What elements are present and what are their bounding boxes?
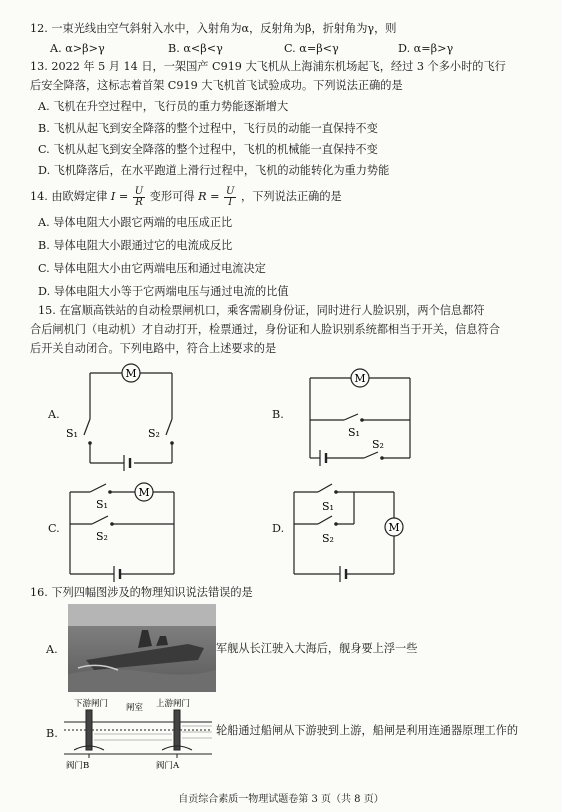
- svg-text:M: M: [138, 486, 150, 499]
- q16-b-text: 轮船通过船闸从下游驶到上游，船闸是利用连通器原理工作的: [216, 724, 519, 737]
- switch-s2-label: S₂: [148, 427, 160, 440]
- q13-option-c: C. 飞机从起飞到安全降落的整个过程中，飞机的机械能一直保持不变: [38, 143, 378, 156]
- lock-chamber-label: 闸室: [126, 703, 144, 713]
- q12-option-d: D. α=β>γ: [398, 42, 454, 55]
- svg-text:M: M: [388, 521, 400, 534]
- svg-text:M: M: [354, 372, 366, 385]
- q14-formula2-lhs: R =: [198, 190, 220, 203]
- q12-option-c: C. α=β<γ: [284, 42, 339, 55]
- circuit-a-label: A.: [48, 408, 60, 421]
- q14-formula2-fraction: [224, 187, 236, 208]
- warship-photo: [68, 604, 216, 692]
- svg-text:S₂: S₂: [322, 532, 334, 545]
- q12-option-a: A. α>β>γ: [50, 42, 105, 55]
- q13-option-b: B. 飞机从起飞到安全降落的整个过程中，飞行员的动能一直保持不变: [38, 122, 378, 135]
- q15-stem-line2: 合后闸机门（电动机）才自动打开，检票通过，身份证和人脸识别系统都相当于开关，信息符合: [30, 323, 500, 336]
- q16-stem: 16. 下列四幅图涉及的物理知识说法错误的是: [30, 586, 253, 599]
- q14-option-a: A. 导体电阻大小跟它两端的电压成正比: [38, 216, 233, 229]
- q14-stem-mid: 变形可得: [149, 190, 195, 203]
- motor-symbol: M: [125, 367, 137, 380]
- q12-stem: 12. 一束光线由空气斜射入水中，入射角为α，反射角为β，折射角为γ，则: [30, 22, 397, 35]
- q14-option-c: C. 导体电阻大小由它两端电压和通过电流决定: [38, 262, 266, 275]
- lock-upstream-gate-label: 上游闸门: [156, 699, 191, 709]
- q14-option-d: D. 导体电阻大小等于它两端电压与通过电流的比值: [38, 285, 289, 298]
- q14-formula2-den: I: [228, 196, 233, 208]
- circuit-c-label: C.: [48, 522, 60, 535]
- lock-valve-a-label: 阀门A: [156, 761, 180, 770]
- q14-stem-prefix: 14. 由欧姆定律: [30, 190, 108, 203]
- lock-downstream-gate-label: 下游闸门: [74, 699, 109, 709]
- circuit-d-diagram: [286, 478, 426, 588]
- svg-text:S₂: S₂: [96, 530, 108, 543]
- q14-stem-suffix: ，下列说法正确的是: [241, 190, 342, 203]
- q14-formula2-num: U: [226, 185, 235, 197]
- switch-s1-label: S₁: [66, 427, 78, 440]
- svg-text:S₂: S₂: [372, 438, 384, 451]
- circuit-d-label: D.: [272, 522, 285, 535]
- ship-lock-diagram: [64, 696, 214, 770]
- q14-option-b: B. 导体电阻大小跟通过它的电流成反比: [38, 239, 233, 252]
- svg-text:S₁: S₁: [348, 426, 360, 439]
- q16-a-label: A.: [46, 643, 58, 656]
- q16-b-label: B.: [46, 727, 58, 740]
- q14-stem: [30, 185, 342, 209]
- q14-formula1-den: R: [135, 196, 143, 208]
- q14-formula1-fraction: [133, 187, 145, 208]
- page-footer: 自贡综合素质一物理试题卷第 3 页（共 8 页）: [178, 794, 384, 805]
- svg-text:S₁: S₁: [322, 500, 334, 513]
- q13-option-a: A. 飞机在升空过程中，飞行员的重力势能逐渐增大: [38, 100, 289, 113]
- circuit-c-diagram: [62, 478, 202, 588]
- q14-formula1-num: U: [134, 185, 144, 197]
- q14-formula1-lhs: I =: [110, 190, 129, 203]
- circuit-b-diagram: [286, 362, 426, 472]
- svg-text:S₁: S₁: [96, 498, 108, 511]
- q13-stem-line2: 后安全降落，这标志着首架 C919 大飞机首飞试验成功。下列说法正确的是: [30, 79, 403, 92]
- circuit-b-label: B.: [272, 408, 284, 421]
- q15-stem-line1: 15. 在富顺高铁站的自动检票闸机口，乘客需刷身份证，同时进行人脸识别，两个信息都符: [38, 304, 485, 317]
- q13-stem-line1: 13. 2022 年 5 月 14 日，一架国产 C919 大飞机从上海浦东机场起飞，经过 3 个多小时的飞行: [30, 60, 506, 73]
- q16-a-text: 军舰从长江驶入大海后，舰身要上浮一些: [216, 642, 418, 655]
- circuit-a-diagram: [60, 355, 200, 480]
- lock-valve-b-label: 阀门B: [66, 761, 90, 770]
- q12-option-b: B. α<β<γ: [168, 42, 223, 55]
- q13-option-d: D. 飞机降落后，在水平跑道上滑行过程中，飞机的动能转化为重力势能: [38, 164, 390, 177]
- q15-stem-line3: 后开关自动闭合。下列电路中，符合上述要求的是: [30, 342, 277, 355]
